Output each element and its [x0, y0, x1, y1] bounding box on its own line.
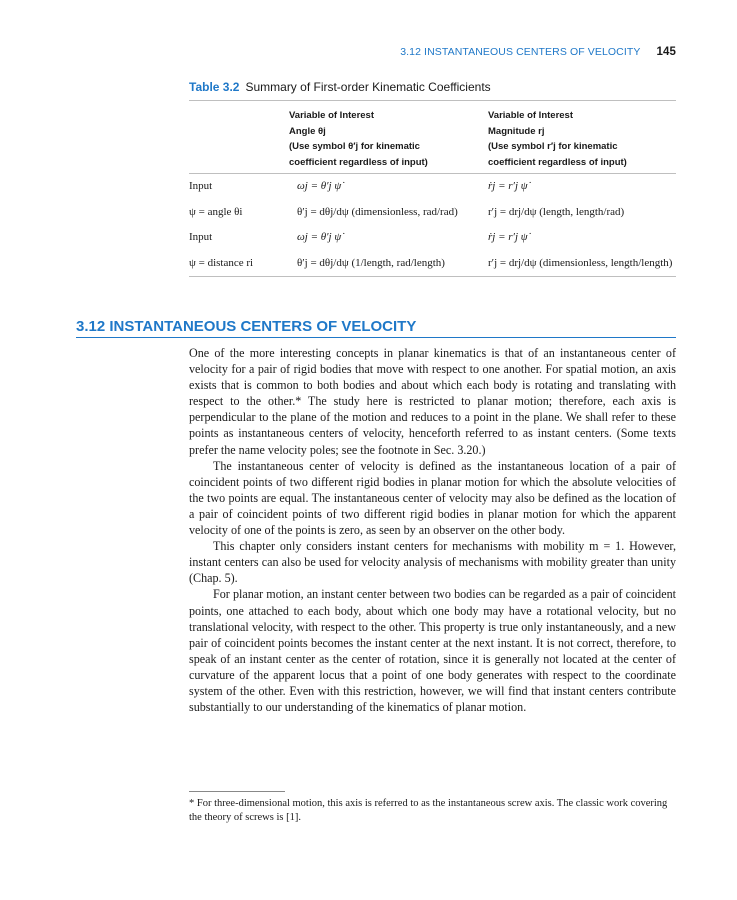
col-magnitude-header-line: coefficient regardless of input) — [488, 156, 627, 168]
table-col-angle-header — [289, 108, 489, 170]
table-title: Summary of First-order Kinematic Coefficients — [245, 80, 491, 94]
body-text — [189, 345, 676, 715]
paragraph: The instantaneous center of velocity is defined as the instantaneous location of a pair of coincident points of two different rigid bodies in planar motion for which the absolute velocities of the two points are equal. The instantaneous center of velocity may also be defined as the location of a pair of coincident points of two different rigid bodies in planar motion for which the apparent velocity of one of the points is zero, as seen by an observer on the other body. — [189, 458, 676, 538]
table-bottom-rule — [189, 276, 676, 277]
table-cell-magnitude: r′j = drj/dψ (length, length/rad) — [488, 206, 625, 218]
col-magnitude-header-line: Magnitude rj — [488, 125, 545, 137]
col-angle-header-line: (Use symbol θ′j for kinematic — [289, 141, 420, 152]
col-angle-header-line: Variable of Interest — [289, 110, 375, 121]
table-col-magnitude-header — [488, 108, 688, 170]
col-angle-header-line: coefficient regardless of input) — [289, 156, 428, 168]
running-head-title: 3.12 INSTANTANEOUS CENTERS OF VELOCITY — [400, 46, 641, 58]
table-cell-angle: θ′j = dθj/dψ (dimensionless, rad/rad) — [297, 206, 458, 218]
page-number: 145 — [656, 46, 676, 58]
table-top-rule — [189, 100, 676, 101]
section-heading: 3.12 INSTANTANEOUS CENTERS OF VELOCITY — [76, 318, 417, 335]
paragraph: This chapter only considers instant centers for mechanisms with mobility m = 1. However, instant centers can also be used for velocity analysis of mechanisms with mobility greater than unity (Chap. 5). — [189, 539, 676, 586]
col-magnitude-header-line: (Use symbol r′j for kinematic — [488, 141, 618, 152]
table-header-rule — [189, 173, 676, 174]
table-cell-magnitude: ṙj = r′j ψ̇ — [488, 231, 528, 243]
running-head — [0, 46, 676, 58]
footnote: * For three-dimensional motion, this axis is referred to as the instantaneous screw axis. The classic work covering the theory of screws is [1]. — [189, 798, 668, 823]
table-cell-magnitude: ṙj = r′j ψ̇ — [488, 180, 528, 192]
col-angle-header-line: Angle θj — [289, 125, 326, 137]
table-caption — [189, 80, 491, 94]
table-row-label: Input — [189, 231, 213, 243]
table-row-label: ψ = angle θi — [189, 206, 243, 218]
section-heading-rule — [76, 337, 676, 338]
paragraph: For planar motion, an instant center between two bodies can be regarded as a pair of coincident points, one attached to each body, about which one body may have a rotational velocity, but no translational velocity, with respect to the other. This property is true only instantaneously, and a new pair of coincident points becomes the instant center at the next instant. It is not correct, therefore, to speak of an instant center as the center of rotation, since it is generally not located at the center of curvature of the apparent locus that a point of one body generates with respect to the coordinate system of the other. Even with this restriction, however, we will find that instant centers contribute substantially to our understanding of the kinematics of planar motion. — [189, 587, 676, 715]
footnote-rule — [189, 791, 285, 792]
table-row-label: ψ = distance ri — [189, 257, 254, 269]
table-label: Table 3.2 — [189, 80, 240, 94]
table-cell-angle: ωj = θ′j ψ̇ — [297, 180, 342, 192]
table-cell-angle: ωj = θ′j ψ̇ — [297, 231, 342, 243]
col-magnitude-header-line: Variable of Interest — [488, 110, 574, 121]
table-row-label: Input — [189, 180, 213, 192]
table-cell-magnitude: r′j = drj/dψ (dimensionless, length/length) — [488, 257, 673, 269]
table-cell-angle: θ′j = dθj/dψ (1/length, rad/length) — [297, 257, 445, 269]
paragraph: One of the more interesting concepts in planar kinematics is that of an instantaneous center of velocity for a pair of rigid bodies that move with respect to one another. For spatial motion, an axis exists that is common to both bodies and about which each body is rotating and translating with respect to the other.* The study here is restricted to planar motion; therefore, each axis is perpendicular to the plane of the motion and reduces to a point in the plane. We shall refer to these points as instantaneous centers of velocity, henceforth referred to as instant centers. (Some texts prefer the name velocity poles; see the footnote in Sec. 3.20.) — [189, 346, 676, 457]
